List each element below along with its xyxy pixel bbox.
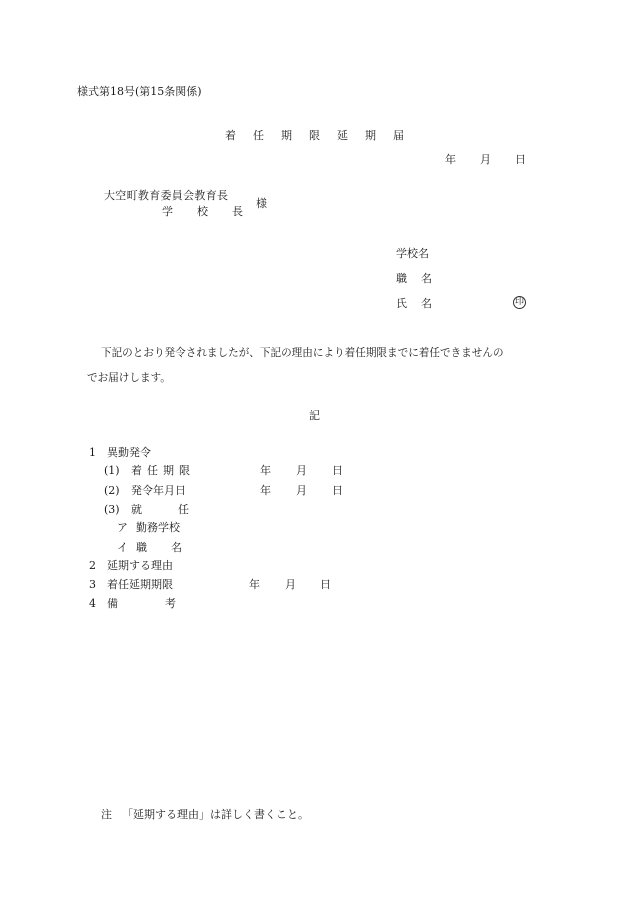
date-month: 月	[285, 578, 296, 591]
sub-item-label-char: 就	[131, 503, 142, 516]
form-number: 様式第18号(第15条関係)	[77, 85, 202, 98]
body-text-line1: 下記のとおり発令されましたが、下記の理由により着任期限までに着任できませんの	[101, 347, 504, 359]
item-label: 着任延期期限	[107, 578, 173, 591]
sub-item-label-char: 期	[163, 464, 174, 477]
addressee-line1: 大空町教育委員会教育長	[104, 189, 229, 202]
name-label-char: 氏	[396, 297, 407, 310]
title-char: 期	[365, 129, 376, 142]
sub-item-number: (3)	[104, 503, 120, 516]
title-char: 限	[309, 129, 320, 142]
sub-sub-item-label: 勤務学校	[136, 521, 180, 534]
sub-item-number: (1)	[104, 464, 120, 477]
ki-heading: 記	[309, 409, 320, 422]
date-day: 日	[332, 464, 343, 477]
position-label-char: 職	[396, 272, 407, 285]
title-char: 届	[393, 129, 404, 142]
position-label-char: 名	[421, 272, 432, 285]
kana-marker: ア	[117, 521, 128, 534]
item-number: 3	[89, 578, 96, 591]
sub-item-label-char: 限	[179, 464, 190, 477]
addressee-line2-char: 校	[197, 205, 208, 218]
sub-item-number: (2)	[104, 484, 120, 497]
item-number: 1	[89, 446, 96, 459]
item-label: 延期する理由	[107, 559, 173, 572]
note-prefix: 注	[101, 808, 112, 821]
date-year: 年	[260, 484, 271, 497]
sub-item-label: 発令年月日	[131, 484, 186, 497]
addressee-honorific: 様	[256, 197, 267, 210]
sub-sub-item-label-char: 名	[171, 541, 182, 554]
date-year: 年	[260, 464, 271, 477]
title-char: 延	[337, 129, 348, 142]
item-label: 異動発令	[107, 446, 151, 459]
date-month: 月	[296, 464, 307, 477]
seal-mark: 印	[514, 297, 524, 307]
date-day: 日	[320, 578, 331, 591]
item-number: 4	[89, 597, 96, 610]
addressee-line2-char: 長	[232, 205, 243, 218]
item-label-char: 考	[165, 597, 176, 610]
name-label-char: 名	[421, 297, 432, 310]
sub-item-label-char: 任	[147, 464, 158, 477]
kana-marker: イ	[117, 541, 128, 554]
date-year: 年	[445, 153, 456, 166]
date-month: 月	[480, 153, 491, 166]
sub-sub-item-label-char: 職	[136, 541, 147, 554]
sub-item-label-char: 着	[131, 464, 142, 477]
sub-item-label-char: 任	[178, 503, 189, 516]
item-number: 2	[89, 559, 96, 572]
date-month: 月	[296, 484, 307, 497]
title-char: 任	[253, 129, 264, 142]
title-char: 期	[281, 129, 292, 142]
school-label: 学校名	[396, 247, 429, 260]
body-text-line2: でお届けします。	[87, 372, 171, 384]
date-day: 日	[515, 153, 526, 166]
date-day: 日	[332, 484, 343, 497]
date-year: 年	[249, 578, 260, 591]
title-char: 着	[225, 129, 236, 142]
item-label-char: 備	[107, 597, 118, 610]
note-text: 「延期する理由」は詳しく書くこと。	[122, 808, 309, 821]
addressee-line2-char: 学	[162, 205, 173, 218]
